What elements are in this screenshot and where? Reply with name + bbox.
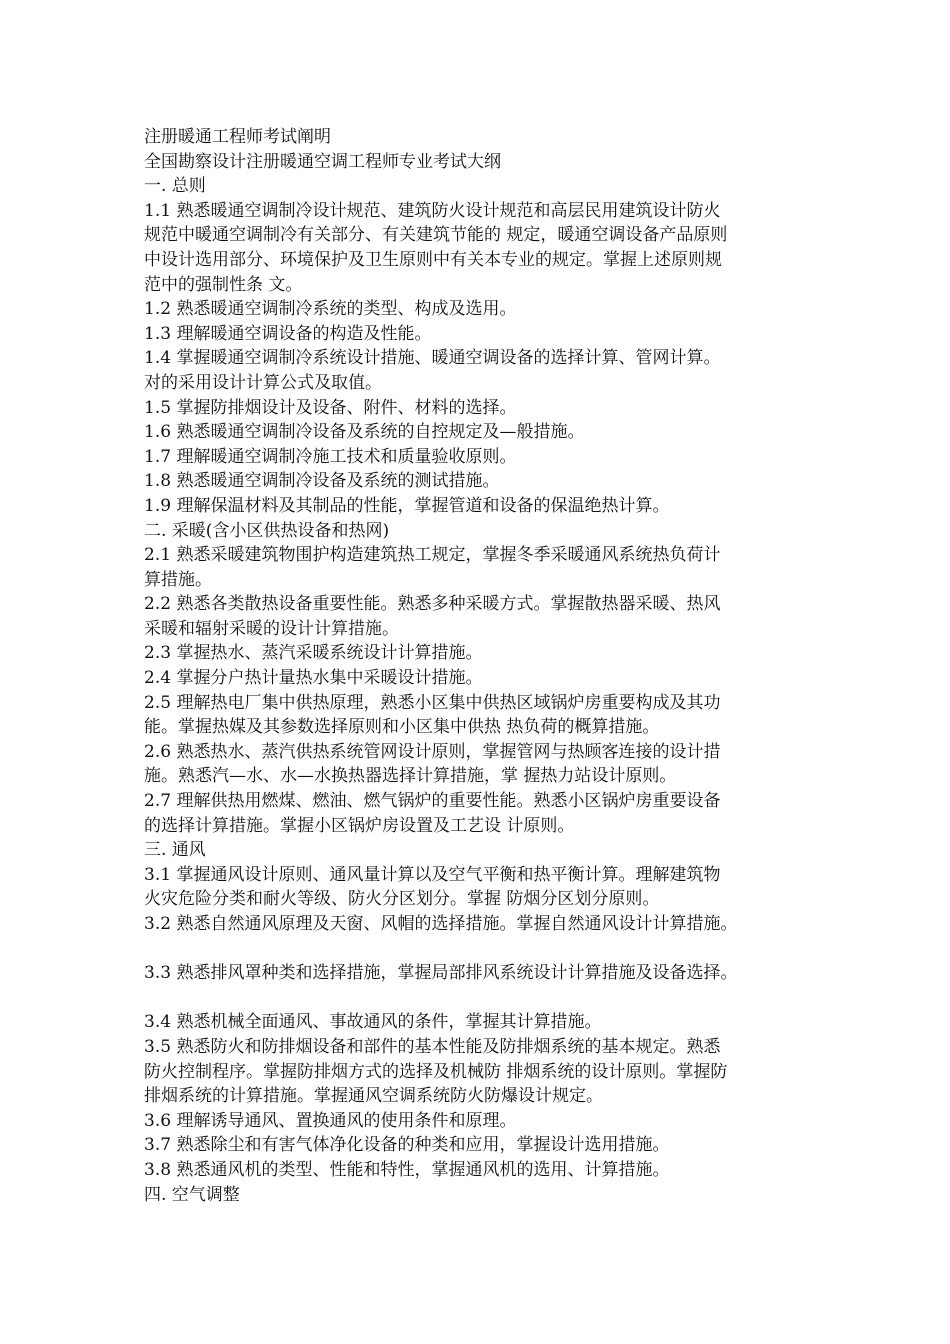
text-line: 的选择计算措施。掌握小区锅炉房设置及工艺设 计原则。 [144, 815, 575, 836]
text-line: 采暖和辐射采暖的设计计算措施。 [144, 618, 399, 639]
text-line: 1.4 掌握暖通空调制冷系统设计措施、暖通空调设备的选择计算、管网计算。 [144, 348, 721, 369]
text-line: 防火控制程序。掌握防排烟方式的选择及机械防 排烟系统的设计原则。掌握防 [144, 1061, 728, 1082]
text-line: 1.6 熟悉暖通空调制冷设备及系统的自控规定及—般措施。 [144, 422, 585, 443]
text-line: 火灾危险分类和耐火等级、防火分区划分。掌握 防烟分区划分原则。 [144, 889, 660, 910]
text-line: 2.3 掌握热水、蒸汽采暖系统设计计算措施。 [144, 643, 483, 664]
text-line: 算措施。 [144, 569, 212, 590]
text-line: 2.5 理解热电厂集中供热原理，熟悉小区集中供热区域锅炉房重要构成及其功 [144, 692, 721, 713]
text-line: 1.5 掌握防排烟设计及设备、附件、材料的选择。 [144, 397, 517, 418]
text-line: 3.2 熟悉自然通风原理及天窗、风帽的选择措施。掌握自然通风设计计算措施。 [144, 914, 738, 934]
text-line: 3.4 熟悉机械全面通风、事故通风的条件，掌握其计算措施。 [144, 1012, 602, 1033]
text-line: 3.3 熟悉排风罩种类和选择措施，掌握局部排风系统设计计算措施及设备选择。 [144, 963, 738, 984]
text-line: 2.4 掌握分户热计量热水集中采暖设计措施。 [144, 668, 483, 689]
text-line: 能。掌握热媒及其参数选择原则和小区集中供热 热负荷的概算措施。 [144, 717, 660, 738]
text-line: 2.7 理解供热用燃煤、燃油、燃气锅炉的重要性能。熟悉小区锅炉房重要设备 [144, 791, 721, 812]
document-title: 注册暖通工程师考试阐明 [144, 127, 331, 147]
document-subtitle: 全国勘察设计注册暖通空调工程师专业考试大纲 [144, 151, 501, 172]
section-heading-ventilation: 三. 通风 [144, 840, 206, 861]
text-line: 规范中暖通空调制冷有关部分、有关建筑节能的 规定，暖通空调设备产品原则 [144, 225, 728, 246]
text-line: 1.8 熟悉暖通空调制冷设备及系统的测试措施。 [144, 471, 500, 492]
text-line: 施。熟悉汽—水、水—水换热器选择计算措施，掌 握热力站设计原则。 [144, 766, 677, 787]
text-line: 1.2 熟悉暖通空调制冷系统的类型、构成及选用。 [144, 299, 517, 320]
document-page [144, 125, 814, 1207]
text-line: 3.8 熟悉通风机的类型、性能和特性，掌握通风机的选用、计算措施。 [144, 1159, 670, 1180]
text-line: 1.1 熟悉暖通空调制冷设计规范、建筑防火设计规范和高层民用建筑设计防火 [144, 200, 721, 221]
section-heading-air-conditioning: 四. 空气调整 [144, 1184, 240, 1205]
section-heading-heating: 二. 采暖(含小区供热设备和热网) [144, 520, 390, 541]
text-line: 排烟系统的计算措施。掌握通风空调系统防火防爆设计规定。 [144, 1086, 603, 1107]
text-line: 3.6 理解诱导通风、置换通风的使用条件和原理。 [144, 1110, 517, 1131]
text-line: 1.9 理解保温材料及其制品的性能，掌握管道和设备的保温绝热计算。 [144, 495, 670, 516]
text-line: 对的采用设计计算公式及取值。 [144, 372, 382, 393]
blank-line [144, 986, 814, 1011]
blank-line [144, 937, 814, 962]
text-line: 中设计选用部分、环境保护及卫生原则中有关本专业的规定。掌握上述原则规 [144, 249, 722, 270]
text-line: 2.2 熟悉各类散热设备重要性能。熟悉多种采暖方式。掌握散热器采暖、热风 [144, 594, 721, 615]
text-line: 3.7 熟悉除尘和有害气体净化设备的种类和应用，掌握设计选用措施。 [144, 1135, 670, 1156]
text-line: 3.1 掌握通风设计原则、通风量计算以及空气平衡和热平衡计算。理解建筑物 [144, 864, 721, 885]
text-line: 2.1 熟悉采暖建筑物围护构造建筑热工规定，掌握冬季采暖通风系统热负荷计 [144, 545, 721, 566]
text-line: 3.5 熟悉防火和防排烟设备和部件的基本性能及防排烟系统的基本规定。熟悉 [144, 1036, 721, 1057]
section-heading-general: 一. 总则 [144, 176, 206, 197]
text-line: 1.3 理解暖通空调设备的构造及性能。 [144, 323, 432, 344]
text-line: 范中的强制性条 文。 [144, 274, 303, 295]
text-line: 2.6 熟悉热水、蒸汽供热系统管网设计原则，掌握管网与热顾客连接的设计措 [144, 741, 721, 762]
text-line: 1.7 理解暖通空调制冷施工技术和质量验收原则。 [144, 446, 517, 467]
